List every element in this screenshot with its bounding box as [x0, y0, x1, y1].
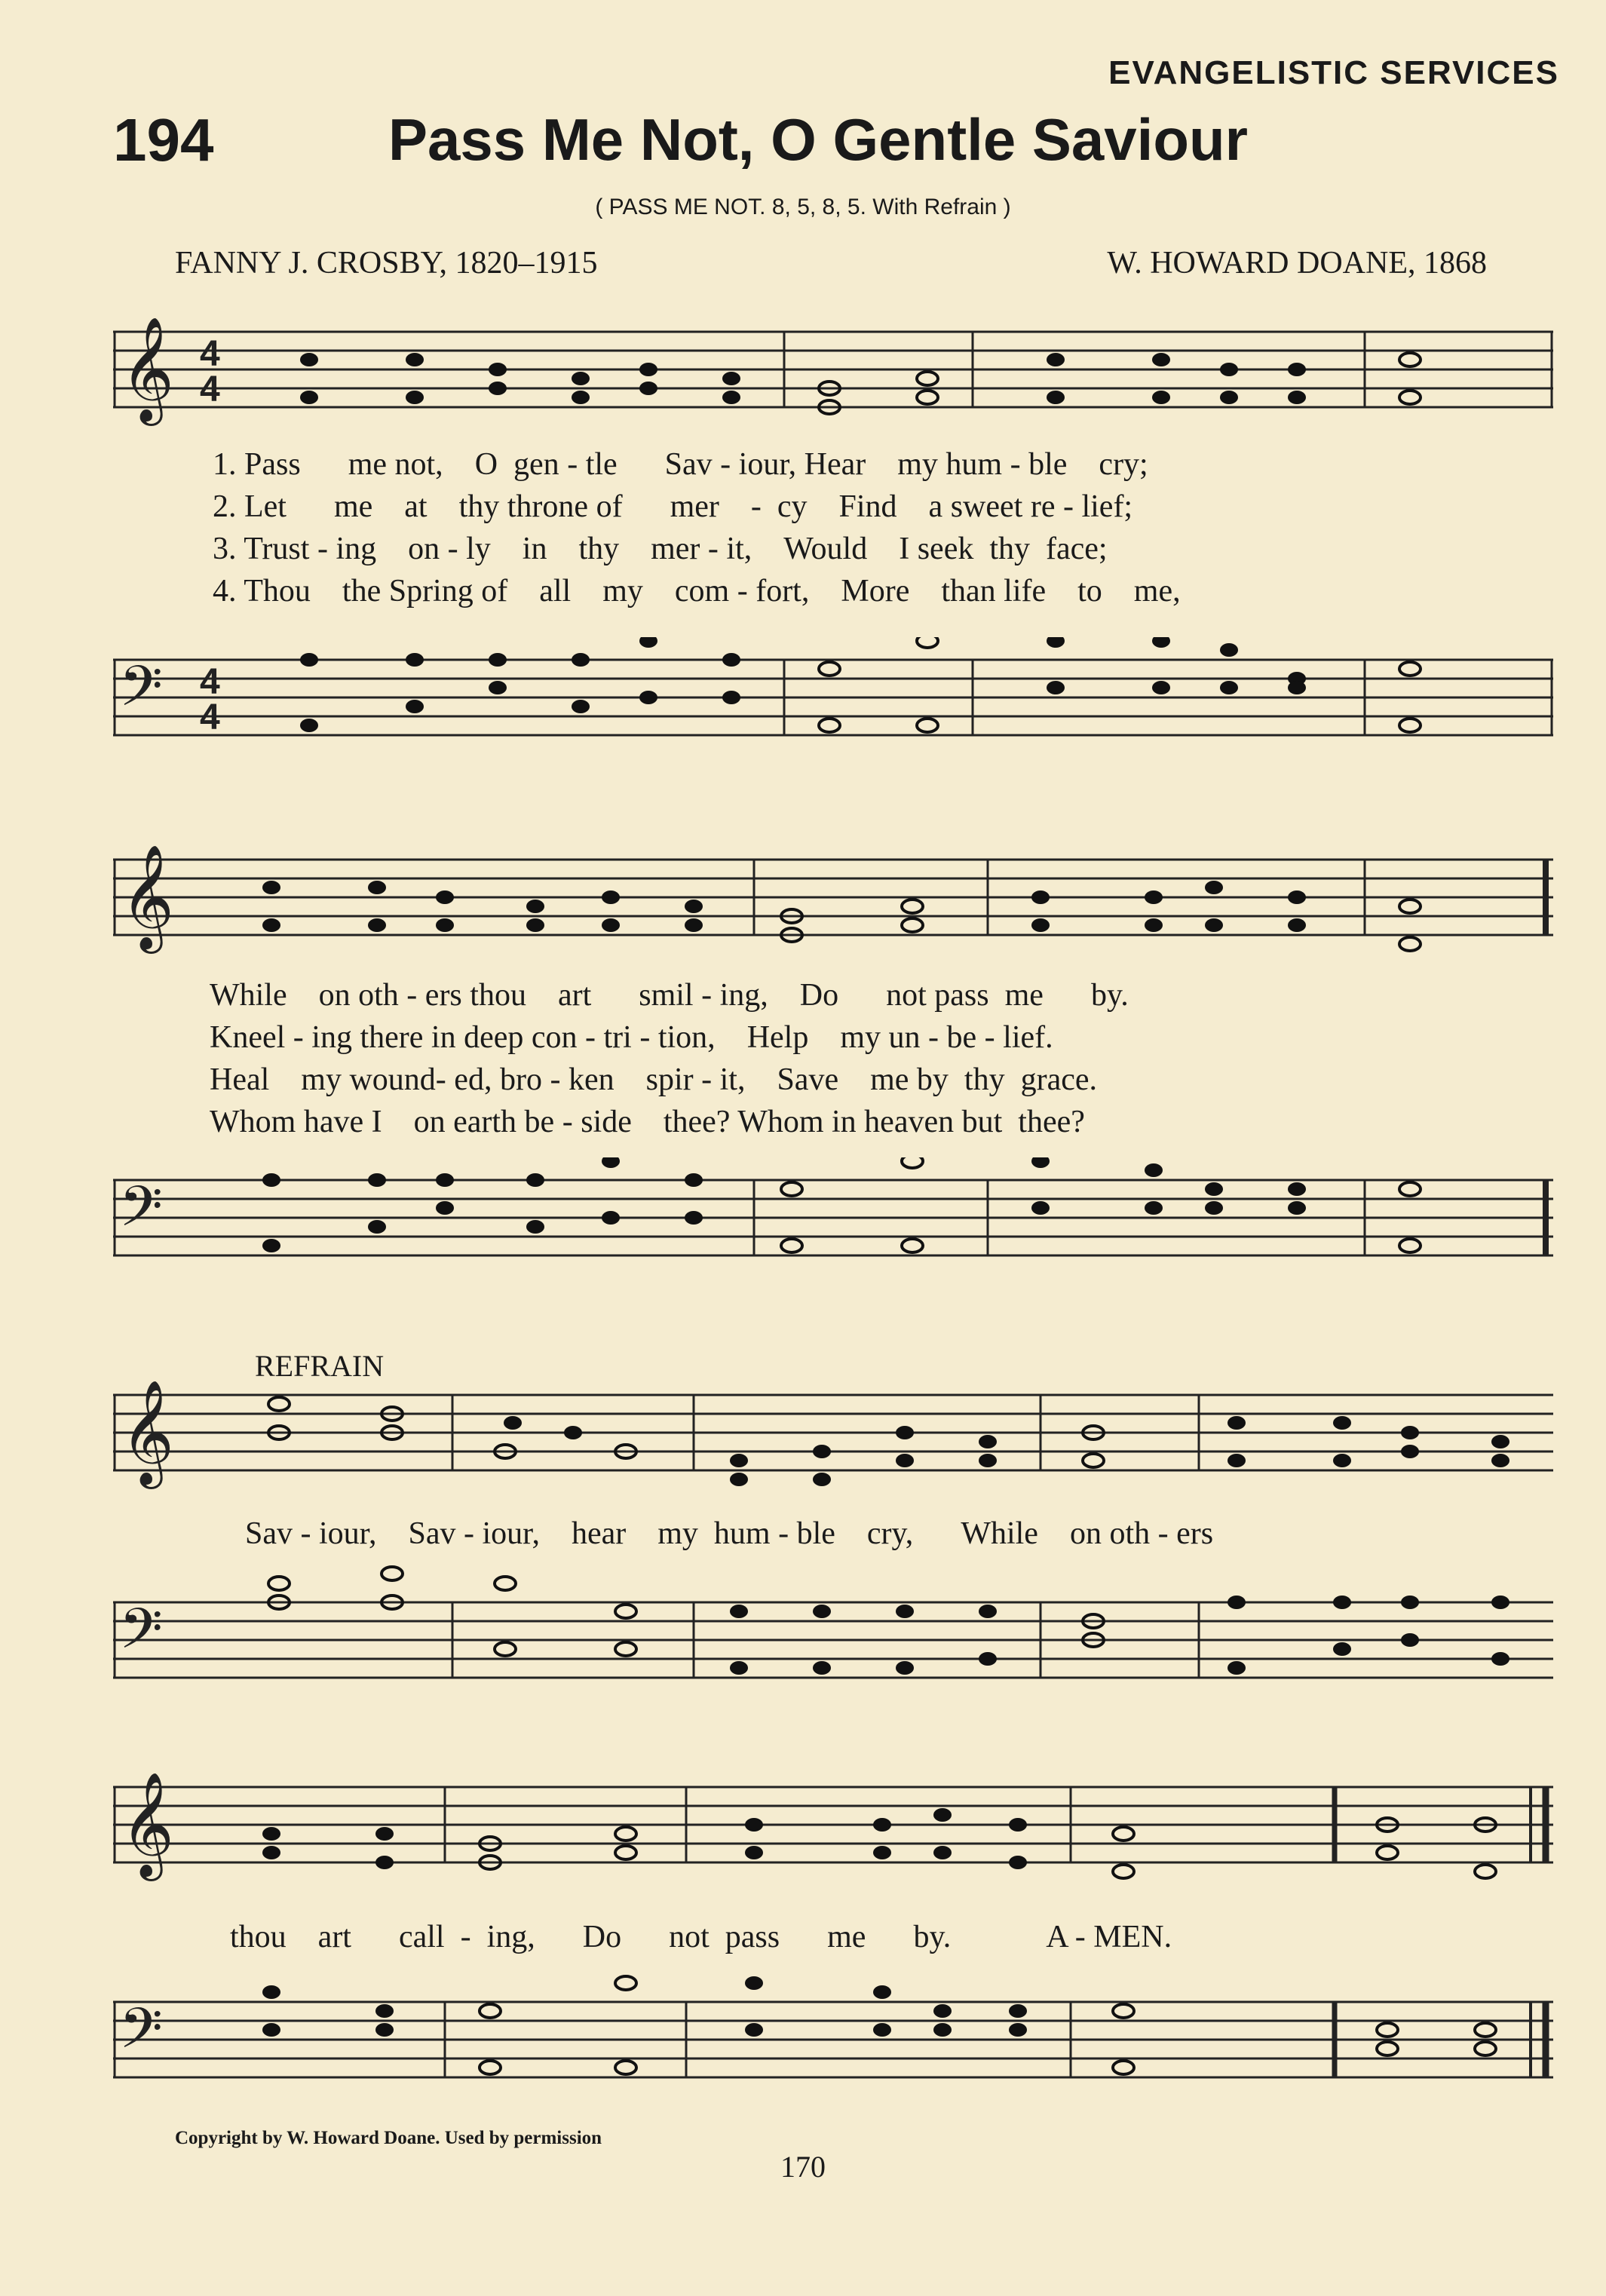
refrain-label: REFRAIN — [255, 1349, 385, 1383]
svg-text:4: 4 — [200, 334, 220, 374]
hymn-number: 194 — [113, 106, 214, 173]
section-heading: EVANGELISTIC SERVICES — [1108, 54, 1559, 91]
treble-staff-system-1 — [113, 309, 1553, 430]
svg-text:𝄢: 𝄢 — [119, 1996, 163, 2075]
refrain-lyrics-line-2: thou art call - ing, Do not pass me by. A - MEN. — [230, 1920, 1172, 1954]
treble-staff-lines-4 — [113, 1764, 1553, 1885]
tune-meter-line: ( PASS ME NOT. 8, 5, 8, 5. With Refrain ) — [595, 195, 1011, 219]
bass-staff-lines-2 — [113, 1157, 1553, 1308]
bass-staff-system-2 — [113, 1157, 1553, 1308]
svg-text:𝄢: 𝄢 — [119, 1174, 163, 1253]
verse-3-line-2: Heal my wound- ed, bro - ken spir - it, Save me by thy grace. — [210, 1062, 1098, 1097]
verse-2-line-1: 2. Let me at thy throne of mer - cy Find a sweet re - lief; — [213, 489, 1133, 524]
treble-staff-system-3 — [113, 1372, 1553, 1493]
treble-staff-lines-2 — [113, 837, 1553, 958]
verse-2-line-2: Kneel - ing there in deep con - tri - tion, Help my un - be - lief. — [210, 1020, 1053, 1055]
treble-staff-lines-3 — [113, 1372, 1553, 1493]
verse-4-line-1: 4. Thou the Spring of all my com - fort, More than life to me, — [213, 574, 1181, 608]
svg-text:𝄞: 𝄞 — [121, 1772, 174, 1877]
svg-text:𝄞: 𝄞 — [121, 1380, 174, 1485]
svg-text:𝄢: 𝄢 — [119, 1596, 163, 1675]
verse-1-line-1: 1. Pass me not, O gen - tle Sav - iour, Hear my hum - ble cry; — [213, 447, 1148, 482]
verse-1-line-2: While on oth - ers thou art smil - ing, Do not pass me by. — [210, 978, 1129, 1013]
svg-text:𝄞: 𝄞 — [121, 317, 174, 421]
verse-3-line-1: 3. Trust - ing on - ly in thy mer - it, Would I seek thy face; — [213, 532, 1108, 566]
treble-staff-lines — [113, 309, 1553, 430]
verse-4-line-2: Whom have I on earth be - side thee? Whom in heaven but thee? — [210, 1105, 1085, 1139]
svg-text:4: 4 — [200, 697, 220, 737]
page-number: 170 — [780, 2150, 826, 2184]
composer-credit: W. HOWARD DOANE, 1868 — [1107, 246, 1487, 280]
svg-text:4: 4 — [200, 662, 220, 702]
svg-text:𝄞: 𝄞 — [121, 845, 174, 949]
bass-staff-system-3 — [113, 1561, 1553, 1712]
bass-staff-lines — [113, 637, 1553, 788]
copyright-notice: Copyright by W. Howard Doane. Used by permission — [175, 2128, 602, 2148]
bass-staff-system-4 — [113, 1960, 1553, 2111]
treble-staff-system-4 — [113, 1764, 1553, 1885]
bass-staff-system-1 — [113, 637, 1553, 788]
svg-text:4: 4 — [200, 369, 220, 409]
refrain-lyrics-line-1: Sav - iour, Sav - iour, hear my hum - ble cry, While on oth - ers — [245, 1516, 1214, 1551]
svg-text:𝄢: 𝄢 — [119, 654, 163, 733]
hymn-title: Pass Me Not, O Gentle Saviour — [388, 106, 1248, 173]
bass-staff-lines-3 — [113, 1561, 1553, 1712]
author-credit: FANNY J. CROSBY, 1820–1915 — [175, 246, 598, 280]
treble-staff-system-2 — [113, 837, 1553, 958]
bass-staff-lines-4 — [113, 1960, 1553, 2111]
